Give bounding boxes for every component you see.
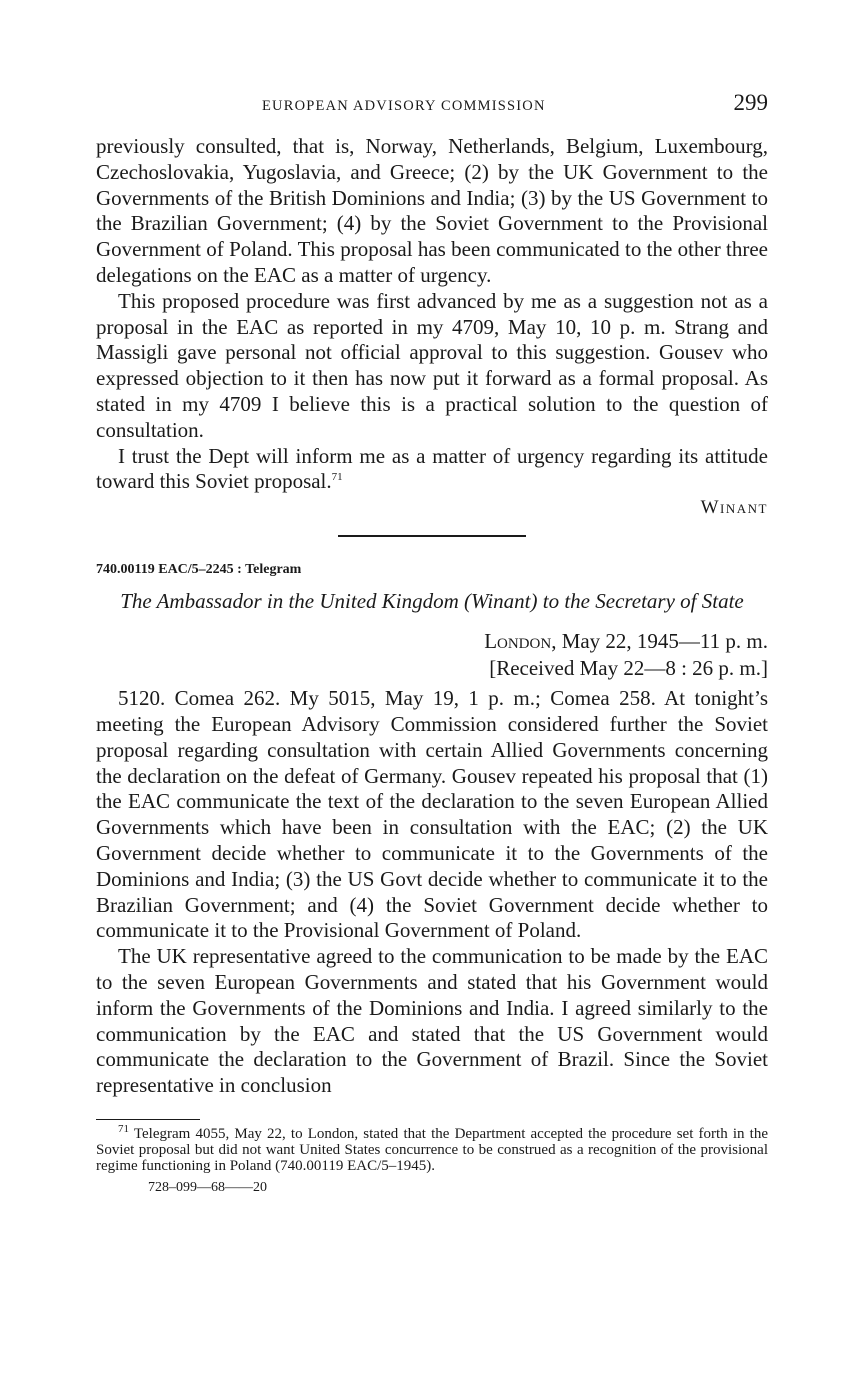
telegram-paragraph: The UK representative agreed to the communication to be made by the EAC to the seven European Governments and stated that his Government would inform the Governments of the Dominions and India. I agreed similarly to the communication by the EAC and stated that the US Government would communicate the declaration to the Government of Brazil. Since the Soviet representative in conclusion (96, 944, 768, 1098)
running-title: EUROPEAN ADVISORY COMMISSION (262, 98, 546, 114)
printer-code: 728–099—68——20 (148, 1179, 267, 1195)
paragraph-continued: previously consulted, that is, Norway, Netherlands, Belgium, Luxembourg, Czechoslovakia, Yugoslavia, and Greece; (2) by the UK Government to the Governments of the British Dominions and India; (3) by the US Government to the Brazilian Government; (4) by the Soviet Government to the Provisional Government of Poland. This proposal has been communicated to the other three delegations on the EAC as a matter of urgency. (96, 134, 768, 287)
footnote-divider (96, 1119, 200, 1120)
page-number: 299 (733, 90, 768, 115)
section-divider (338, 535, 526, 537)
footnote-text: Telegram 4055, May 22, to London, stated that the Department accepted the procedure set forth in the Soviet proposal but did not want United States concurrence to be construed as a recognition of the provisional regime functioning in Poland (740.00119 EAC/5–1945). (96, 1125, 768, 1174)
file-reference: 740.00119 EAC/5–2245 : Telegram (96, 562, 302, 578)
signature: Winant (700, 497, 768, 519)
paragraph: This proposed procedure was first advanced by me as a suggestion not as a proposal in the EAC as reported in my 4709, May 10, 10 p. m. Strang and Massigli gave personal not official approval to this suggestion. Gousev who expressed objection to it then has now put it forward as a formal proposal. As stated in my 4709 I believe this is a practical solution to the question of consultation. (96, 288, 768, 442)
paragraph-text: I trust the Dept will inform me as a matter of urgency regarding its attitude toward this Soviet proposal. (96, 443, 768, 494)
place-date (96, 628, 768, 655)
place: London (484, 629, 552, 654)
footnote-reference: 71 (331, 471, 343, 484)
footnote (96, 1122, 768, 1174)
footnote-marker: 71 (118, 1122, 129, 1135)
paragraph (96, 444, 768, 496)
dateline (96, 628, 768, 682)
running-head (96, 90, 768, 122)
received-line: [Received May 22—8 : 26 p. m.] (489, 656, 768, 681)
document-title: The Ambassador in the United Kingdom (Winant) to the Secretary of State (120, 589, 744, 614)
telegram-paragraph: 5120. Comea 262. My 5015, May 19, 1 p. m.; Comea 258. At tonight’s meeting the European Advisory Commission considered further the Soviet proposal regarding consultation with certain Allied Governments concerning the declaration on the defeat of Germany. Gousev repeated his proposal that (1) the EAC communicate the text of the declaration to the seven European Allied Governments which have been in consultation with the EAC; (2) the UK Government decide whether to communicate it to the Governments of the Dominions and India; (3) the US Govt decide whether to communicate it to the Brazilian Government; and (4) the Soviet Government decide whether to communicate it to the Provisional Government of Poland. (96, 686, 768, 943)
document-page (96, 90, 768, 1196)
date: , May 22, 1945—11 p. m. (551, 629, 768, 654)
